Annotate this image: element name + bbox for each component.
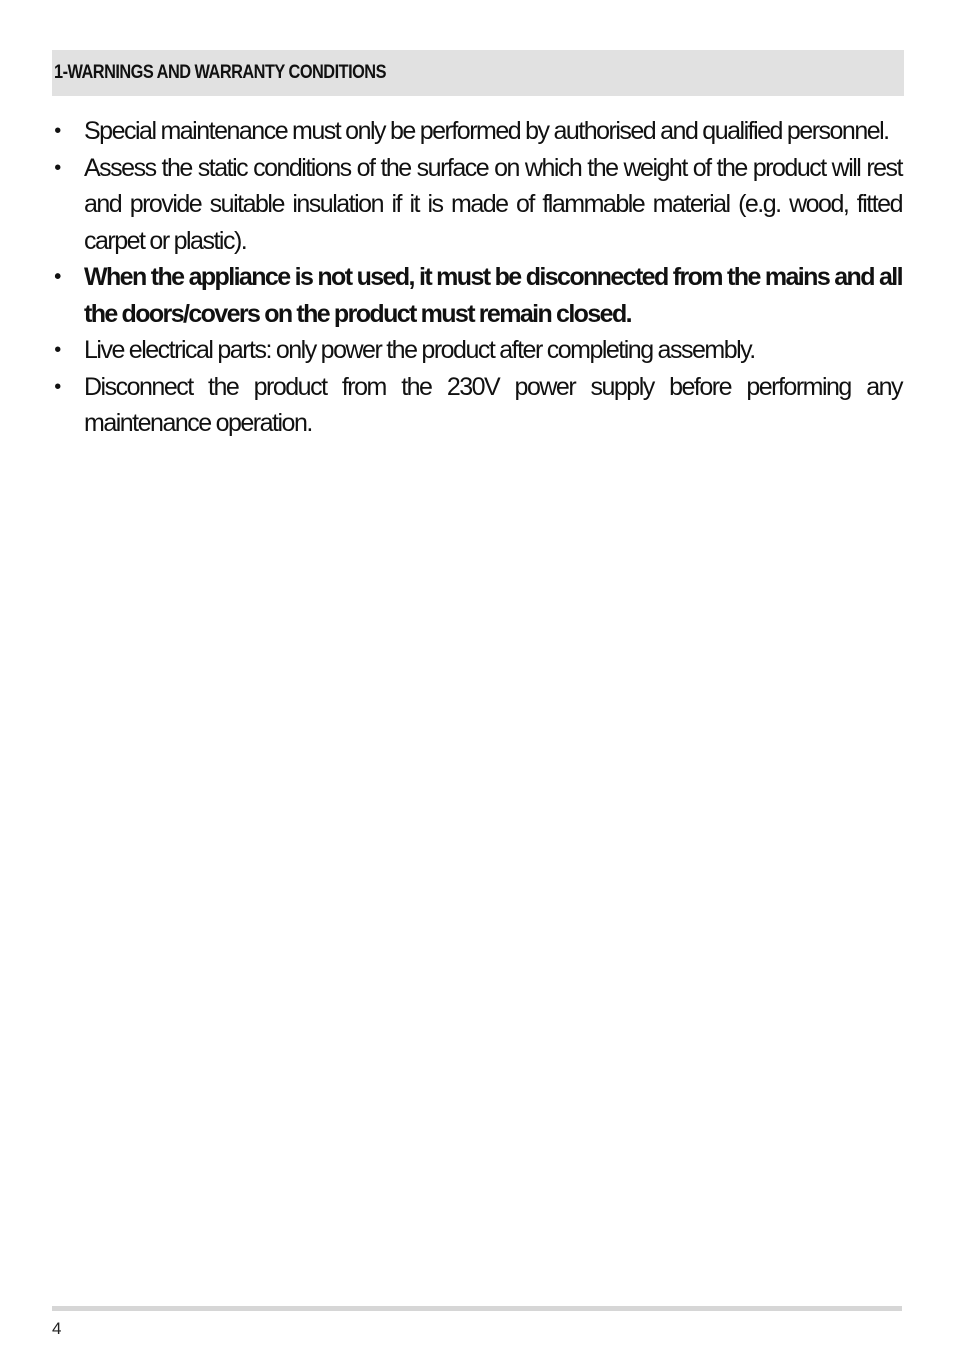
bullet-icon: •	[54, 339, 60, 361]
bullet-icon: •	[54, 120, 60, 142]
page-number: 4	[52, 1319, 62, 1338]
list-item-text: Special maintenance must only be performed by authorised and qualified personnel.	[84, 117, 889, 145]
bullet-icon: •	[54, 375, 60, 398]
list-item-text: When the appliance is not used, it must be disconnected from the mains and all the doors/covers on the product must remain closed.	[84, 263, 902, 328]
bullet-icon: •	[54, 156, 60, 179]
bullet-icon: •	[54, 266, 60, 288]
list-item-text: Live electrical parts: only power the product after completing assembly.	[84, 336, 755, 364]
list-item	[52, 150, 902, 260]
list-item-text: Disconnect the product from the 230V power supply before performing any maintenance operation.	[84, 372, 902, 437]
section-header	[52, 50, 904, 96]
list-item	[52, 332, 902, 369]
list-item-text: Assess the static conditions of the surface on which the weight of the product will rest and provide suitable insulation if it is made of flammable material (e.g. wood, fitted carpet or plastic).	[84, 153, 902, 255]
warnings-list	[52, 113, 902, 442]
list-item-emphasized	[52, 259, 902, 332]
footer-divider	[52, 1306, 902, 1311]
list-item	[52, 369, 902, 442]
list-item	[52, 113, 902, 150]
section-title: 1-WARNINGS AND WARRANTY CONDITIONS	[54, 62, 386, 83]
